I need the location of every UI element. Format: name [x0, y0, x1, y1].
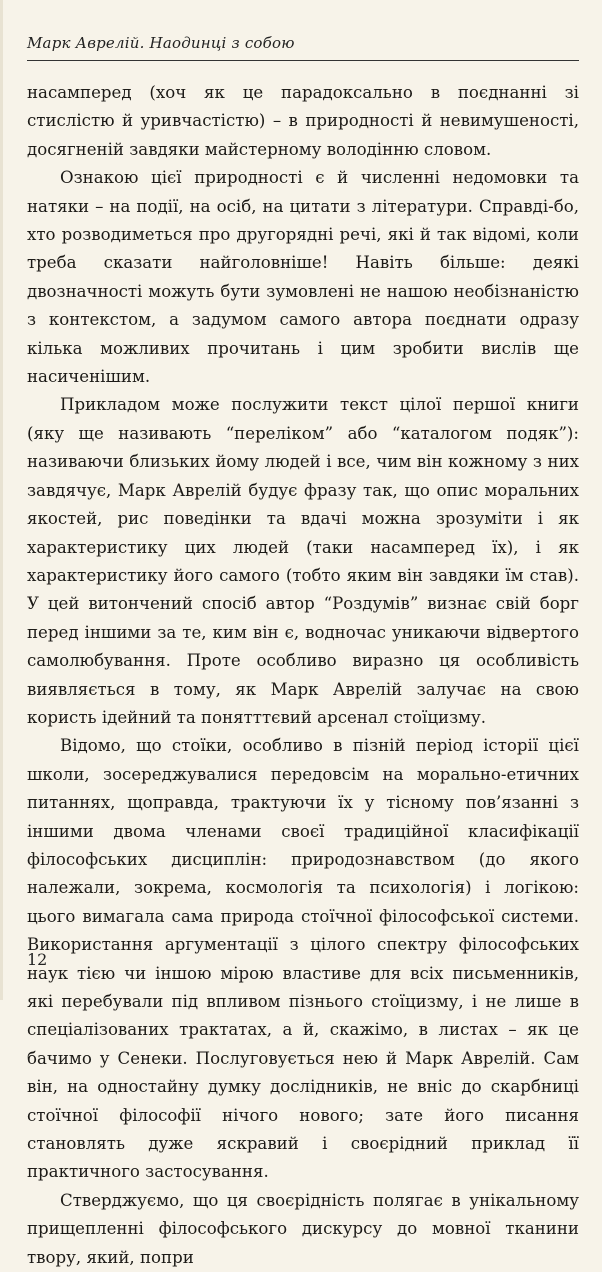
paragraph: Відомо, що стоїки, особливо в пізній період історії цієї школи, зосереджувалися передовсім на морально-етичних питаннях, щоправда, трактуючи їх у тісному пов’язанні з іншими двома членами своєї традиційної класифікації філософських дисциплін: природознавством (до якого належали, зокрема, космологія та психологія) і логікою: цього вимагала сама природа стоїчної філософської системи. Використання аргументації з цілого спектру філософських наук тією чи іншою мірою властиве для всіх письменників, які перебували під впливом пізнього стоїцизму, і не лише в спеціалізованих трактатах, а й, скажімо, в листах – як це бачимо у Сенеки. Послуговується нею й Марк Аврелій. Сам він, на одностайну думку дослідників, не вніс до скарбниці стоїчної філософії нічого нового; зате його писання становлять дуже яскравий і своєрідний приклад її практичного застосування.: [27, 736, 579, 1182]
paragraph-continued: насамперед (хоч як це парадоксально в поєднанні зі стислістю й уривчастістю) – в природності й невимушеності, досягненій завдяки майстерному володінню словом.: [27, 83, 579, 159]
header-rule: [27, 60, 579, 61]
paragraph: Ознакою цієї природності є й численні недомовки та натяки – на події, на осіб, на цитати з літератури. Справді-бо, хто розводиметься про другорядні речі, які й так відомі, коли треба сказати найголовніше! Навіть більше: деякі двозначності можуть бути зумовлені не нашою необізнаністю з контекстом, а задумом самого автора поєднати одразу кілька можливих прочитань і цим зробити вислів ще насиченішим.: [27, 168, 579, 387]
running-head: Марк Аврелій. Наодинці з собою: [27, 34, 295, 52]
page-number: 12: [27, 950, 48, 969]
paragraph: Стверджуємо, що ця своєрідність полягає в унікальному прищепленні філософського дискурсу до мовної тканини твору, який, попри: [27, 1190, 579, 1267]
body-text: [27, 79, 579, 1272]
paragraph: Прикладом може послужити текст цілої першої книги (яку ще називають “переліком” або “каталогом подяк”): називаючи близьких йому людей і все, чим він кожному з них завдячує, Марк Аврелій будує фразу так, що опис моральних якостей, рис поведінки та вдачі можна зрозуміти і як характеристику цих людей (таки насамперед їх), і як характеристику його самого (тобто яким він завдяки їм став). У цей витончений спосіб автор “Роздумів” визнає свій борг перед іншими за те, ким він є, водночас уникаючи відвертого самолюбування. Проте особливо виразно ця особливість виявляється в тому, як Марк Аврелій залучає на свою користь ідейний та понятттєвий арсенал стоїцизму.: [27, 395, 579, 727]
